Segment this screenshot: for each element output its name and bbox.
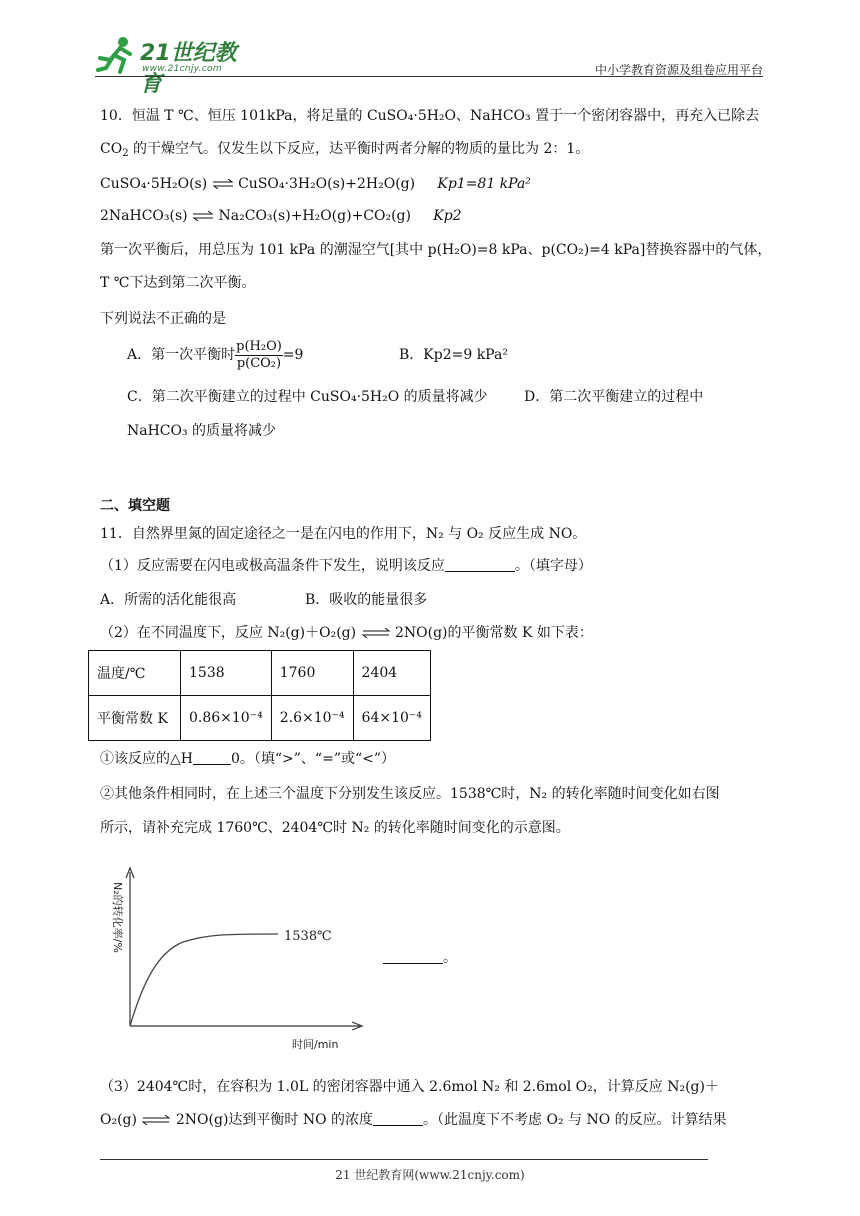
logo-url: www.21cnjy.com (142, 64, 222, 74)
footer-text: 21 世纪教育网(www.21cnjy.com) (335, 1168, 525, 1182)
x-axis-label: 时间/min (292, 1038, 339, 1051)
answer-blank[interactable] (373, 1111, 423, 1126)
q11-intro: 11．自然界里氮的固定途径之一是在闪电的作用下，N₂ 与 O₂ 反应生成 NO。 (100, 526, 587, 542)
table-row (89, 651, 431, 696)
table-cell: 64×10⁻⁴ (353, 696, 430, 741)
section-title: 二、填空题 (100, 498, 170, 514)
q10-line6: T ℃下达到第二次平衡。 (100, 275, 256, 291)
table-cell: 平衡常数 K (89, 696, 181, 741)
table-row (89, 696, 431, 741)
q10-reaction1: CuSO₄·5H₂O(s) CuSO₄·3H₂O(s)+2H₂O(g) Kp1=81 kPa² (100, 176, 531, 192)
pressure-ratio-fraction: $\frac{\text{p(H₂O)}}{\text{p(CO₂)}}$ (236, 338, 282, 371)
q10-line7: 下列说法不正确的是 (100, 311, 226, 327)
q11-part2: （2）在不同温度下，反应 N₂(g)＋O₂(g) 2NO(g)的平衡常数 K 如下表： (100, 625, 593, 641)
header-divider (95, 76, 763, 77)
q11-part3-line2: O₂(g) 2NO(g)达到平衡时 NO 的浓度 。（此温度下不考虑 O₂ 与 NO 的反应。计算结果 (100, 1112, 727, 1128)
q11-delta-h: ①该反应的△H 0。（填“>”、“=”或“<”） (100, 751, 396, 767)
answer-blank[interactable] (193, 750, 231, 765)
equilibrium-constant-table (88, 650, 431, 741)
equilibrium-arrow-icon (361, 628, 391, 638)
conversion-time-graph (108, 862, 368, 1052)
q10-option-a: A．第一次平衡时 $\frac{\text{p(H₂O)}}{\text{p(CO₂)}}$ =9 (127, 338, 304, 371)
q11-graph-line1: ②其他条件相同时，在上述三个温度下分别发生该反应。1538℃时，N₂ 的转化率随时间变化如右图 (100, 786, 720, 802)
answer-blank[interactable] (383, 949, 443, 964)
q10-reaction2: 2NaHCO₃(s) Na₂CO₃(s)+H₂O(g)+CO₂(g) Kp2 (100, 208, 462, 224)
equilibrium-arrow-icon (141, 1115, 171, 1125)
table-cell: 1760 (271, 651, 353, 696)
q11-part1: （1）反应需要在闪电或极高温条件下发生，说明该反应 。（填字母） (100, 558, 592, 574)
site-logo (96, 34, 256, 97)
footer-divider (100, 1159, 708, 1160)
runner-logo-icon (96, 34, 140, 76)
curve-label: 1538℃ (284, 929, 332, 944)
platform-name: 中小学教育资源及组卷应用平台 (594, 63, 763, 77)
q10-line2: $CO_2$ 的干燥空气。仅发生以下反应，达平衡时两者分解的物质的量比为 2：1。 (100, 141, 590, 159)
table-cell: 2404 (353, 651, 430, 696)
equilibrium-arrow-icon (192, 211, 214, 221)
q10-option-d: D．第二次平衡建立的过程中 (524, 389, 704, 405)
q11-part3-line1: （3）2404℃时，在容积为 1.0L 的密闭容器中通入 2.6mol N₂ 和 2.6mol O₂，计算反应 N₂(g)＋ (100, 1079, 719, 1095)
curve-1538 (130, 934, 278, 1026)
q10-line5: 第一次平衡后，用总压为 101 kPa 的潮湿空气[其中 p(H₂O)=8 kPa、p(CO₂)=4 kPa]替换容器中的气体， (100, 242, 772, 258)
q10-option-c: C．第二次平衡建立的过程中 CuSO₄·5H₂O 的质量将减少 (127, 389, 488, 405)
table-cell: 1538 (181, 651, 272, 696)
q10-line1: 10．恒温 T ℃、恒压 101kPa，将足量的 CuSO₄·5H₂O、NaHCO₃ 置于一个密闭容器中，再充入已除去 (100, 108, 760, 124)
q11-graph-line2: 所示，请补充完成 1760℃、2404℃时 N₂ 的转化率随时间变化的示意图。 (100, 820, 570, 836)
q10-option-b: B．Kp2=9 kPa² (399, 347, 508, 363)
y-axis-label: N₂的转化率/% (111, 882, 124, 953)
q11-option-b: B．吸收的能量很多 (305, 592, 428, 608)
table-cell: 2.6×10⁻⁴ (271, 696, 353, 741)
logo-text: 21世纪教育 (140, 41, 237, 97)
table-cell: 0.86×10⁻⁴ (181, 696, 272, 741)
table-cell: 温度/℃ (89, 651, 181, 696)
graph-answer: 。 (383, 948, 457, 968)
q10-option-d-cont: NaHCO₃ 的质量将减少 (127, 423, 277, 439)
answer-blank[interactable] (445, 557, 515, 572)
q11-option-a: A．所需的活化能很高 (100, 592, 237, 608)
equilibrium-arrow-icon (212, 179, 234, 189)
